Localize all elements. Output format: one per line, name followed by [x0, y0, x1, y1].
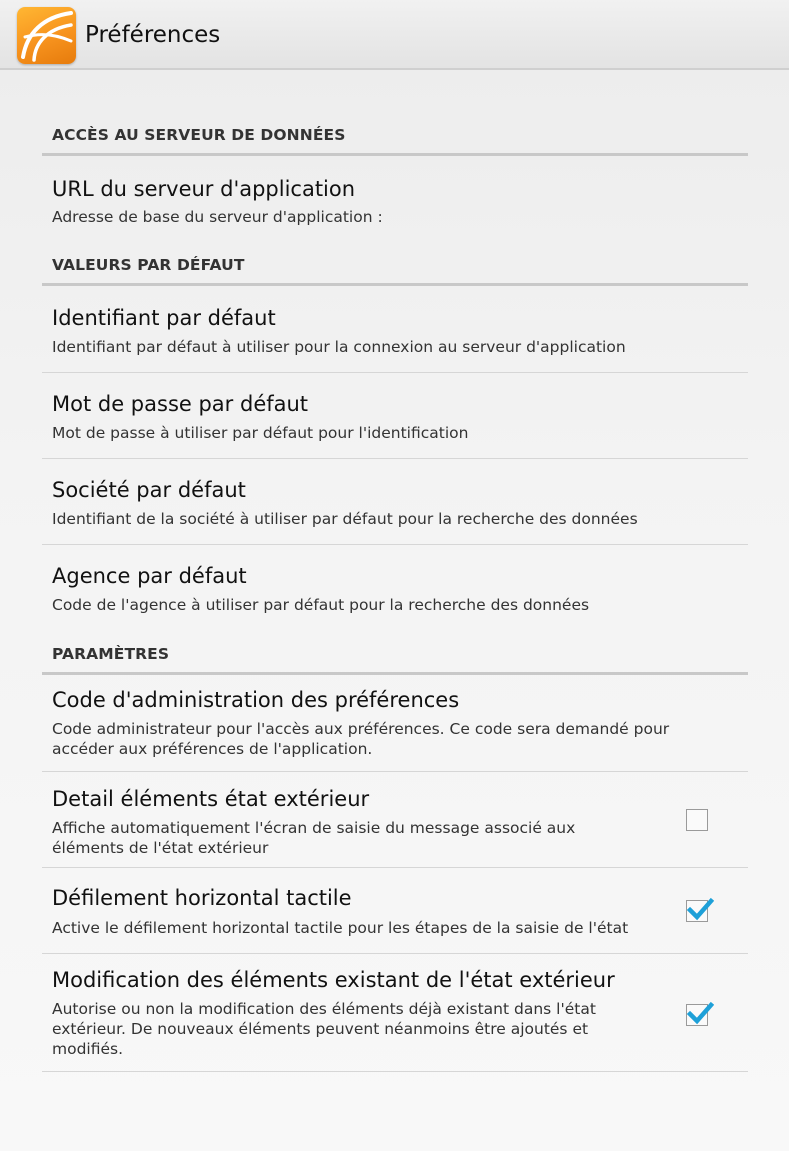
pref-modify-existing[interactable] [42, 954, 748, 1072]
pref-title: Mot de passe par défaut [52, 392, 309, 416]
category-header-server [42, 118, 748, 156]
pref-summary: Identifiant de la société à utiliser par défaut pour la recherche des données [52, 510, 638, 528]
horizontal-scroll-checkbox[interactable] [686, 900, 708, 922]
pref-horizontal-scroll[interactable] [42, 868, 748, 954]
pref-default-password[interactable] [42, 373, 748, 459]
pref-server-url[interactable] [42, 162, 748, 234]
modify-existing-checkbox[interactable] [686, 1004, 708, 1026]
pref-title: Detail éléments état extérieur [52, 787, 370, 811]
pref-title: Agence par défaut [52, 564, 247, 588]
pref-summary: Code de l'agence à utiliser par défaut pour la recherche des données [52, 596, 590, 614]
pref-summary: Code administrateur pour l'accès aux préférences. Ce code sera demandé pour accéder aux préférences de l'application. [52, 720, 670, 758]
category-header-settings [42, 635, 748, 675]
pref-detail-elements[interactable] [42, 772, 748, 868]
category-header-defaults [42, 246, 748, 286]
pref-summary: Adresse de base du serveur d'application : [52, 208, 383, 226]
pref-title: Modification des éléments existant de l'état extérieur [52, 968, 615, 992]
pref-summary: Identifiant par défaut à utiliser pour la connexion au serveur d'application [52, 338, 626, 356]
category-label: PARAMÈTRES [52, 645, 170, 663]
category-label: ACCÈS AU SERVEUR DE DONNÉES [52, 126, 346, 144]
pref-summary: Mot de passe à utiliser par défaut pour l'identification [52, 424, 469, 442]
pref-default-agency[interactable] [42, 545, 748, 625]
pref-title: Identifiant par défaut [52, 306, 276, 330]
pref-admin-code[interactable] [42, 675, 748, 772]
pref-title: Défilement horizontal tactile [52, 886, 352, 910]
pref-default-company[interactable] [42, 459, 748, 545]
pref-default-login[interactable] [42, 286, 748, 373]
pref-summary: Autorise ou non la modification des éléments déjà existant dans l'état extérieur. De nouveaux éléments peuvent néanmoins être ajoutés et modifiés. [52, 1000, 596, 1058]
page-title: Préférences [85, 22, 221, 48]
action-bar [0, 0, 789, 70]
category-label: VALEURS PAR DÉFAUT [52, 256, 245, 274]
pref-title: URL du serveur d'application [52, 177, 356, 201]
app-logo-icon[interactable] [17, 7, 76, 64]
pref-summary: Active le défilement horizontal tactile pour les étapes de la saisie de l'état [52, 919, 629, 937]
pref-summary: Affiche automatiquement l'écran de saisie du message associé aux éléments de l'état extérieur [52, 819, 576, 857]
pref-title: Société par défaut [52, 478, 246, 502]
checkmark-icon [686, 999, 714, 1027]
detail-elements-checkbox[interactable] [686, 809, 708, 831]
pref-title: Code d'administration des préférences [52, 688, 460, 712]
checkmark-icon [686, 895, 714, 923]
